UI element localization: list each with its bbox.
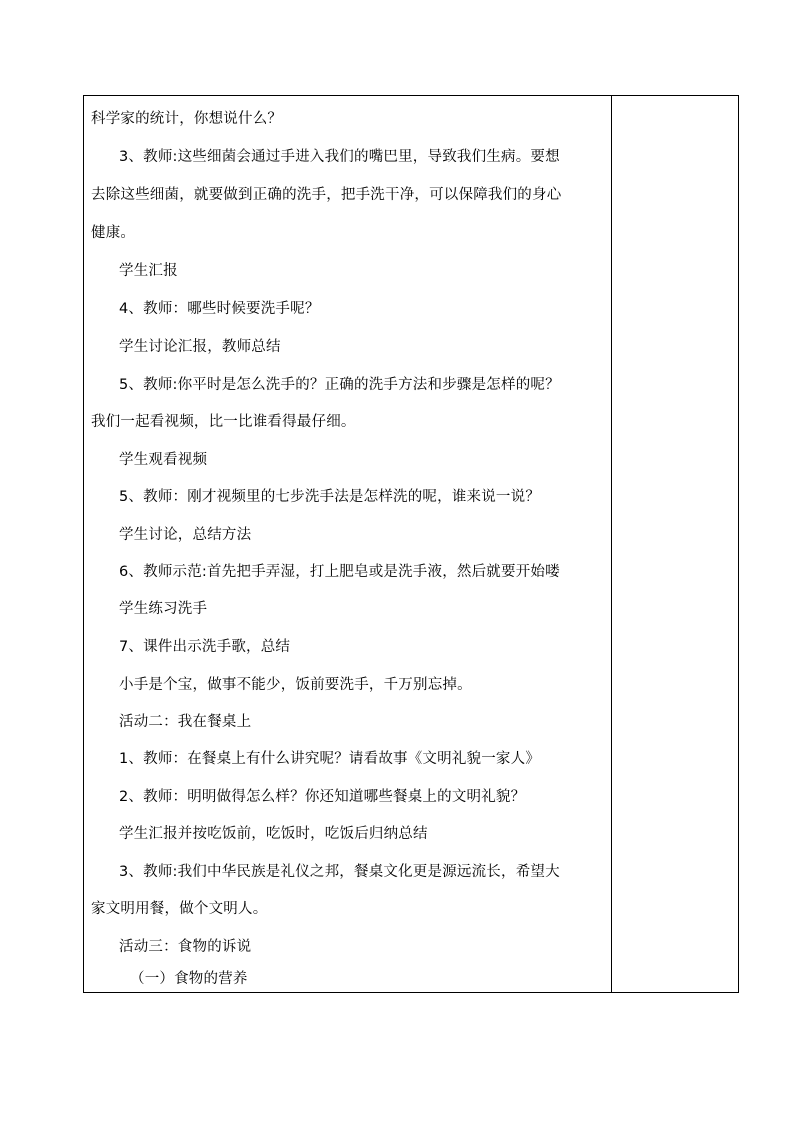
text-line: 去除这些细菌，就要做到正确的洗手，把手洗干净，可以保障我们的身心 [91, 187, 562, 203]
text-line: 活动二：我在餐桌上 [119, 714, 252, 730]
text-line: 学生讨论，总结方法 [119, 527, 252, 543]
text-line: 学生汇报 [119, 263, 178, 279]
lesson-table [83, 95, 739, 993]
text-line: 3、教师:这些细菌会通过手进入我们的嘴巴里，导致我们生病。要想 [119, 149, 560, 165]
text-line: 学生汇报并按吃饭前，吃饭时，吃饭后归纳总结 [119, 826, 428, 842]
text-line: 家文明用餐，做个文明人。 [91, 901, 268, 917]
text-line: 我们一起看视频，比一比谁看得最仔细。 [91, 414, 356, 430]
text-line: 1、教师：在餐桌上有什么讲究呢？请看故事《文明礼貌一家人》 [119, 751, 541, 767]
text-line: 健康。 [91, 225, 136, 241]
text-line: 4、教师：哪些时候要洗手呢？ [119, 301, 320, 317]
text-line: （一）食物的营养 [130, 971, 248, 987]
text-line: 2、教师：明明做得怎么样？你还知道哪些餐桌上的文明礼貌？ [119, 789, 526, 805]
text-line: 5、教师：刚才视频里的七步洗手法是怎样洗的呢，谁来说一说？ [119, 489, 541, 505]
notes-cell [612, 96, 738, 992]
text-line: 学生讨论汇报，教师总结 [119, 339, 281, 355]
text-line: 活动三：食物的诉说 [119, 939, 252, 955]
text-line: 学生练习洗手 [119, 601, 208, 617]
text-line: 6、教师示范:首先把手弄湿，打上肥皂或是洗手液，然后就要开始喽 [119, 564, 560, 580]
text-line: 科学家的统计，你想说什么？ [91, 111, 283, 127]
text-line: 3、教师:我们中华民族是礼仪之邦，餐桌文化更是源远流长，希望大 [119, 864, 560, 880]
text-line: 7、课件出示洗手歌，总结 [119, 639, 291, 655]
text-line: 5、教师:你平时是怎么洗手的？正确的洗手方法和步骤是怎样的呢？ [119, 377, 560, 393]
text-line: 小手是个宝，做事不能少，饭前要洗手，千万别忘掉。 [119, 677, 472, 693]
lesson-content-cell [84, 96, 611, 992]
text-line: 学生观看视频 [119, 452, 208, 468]
